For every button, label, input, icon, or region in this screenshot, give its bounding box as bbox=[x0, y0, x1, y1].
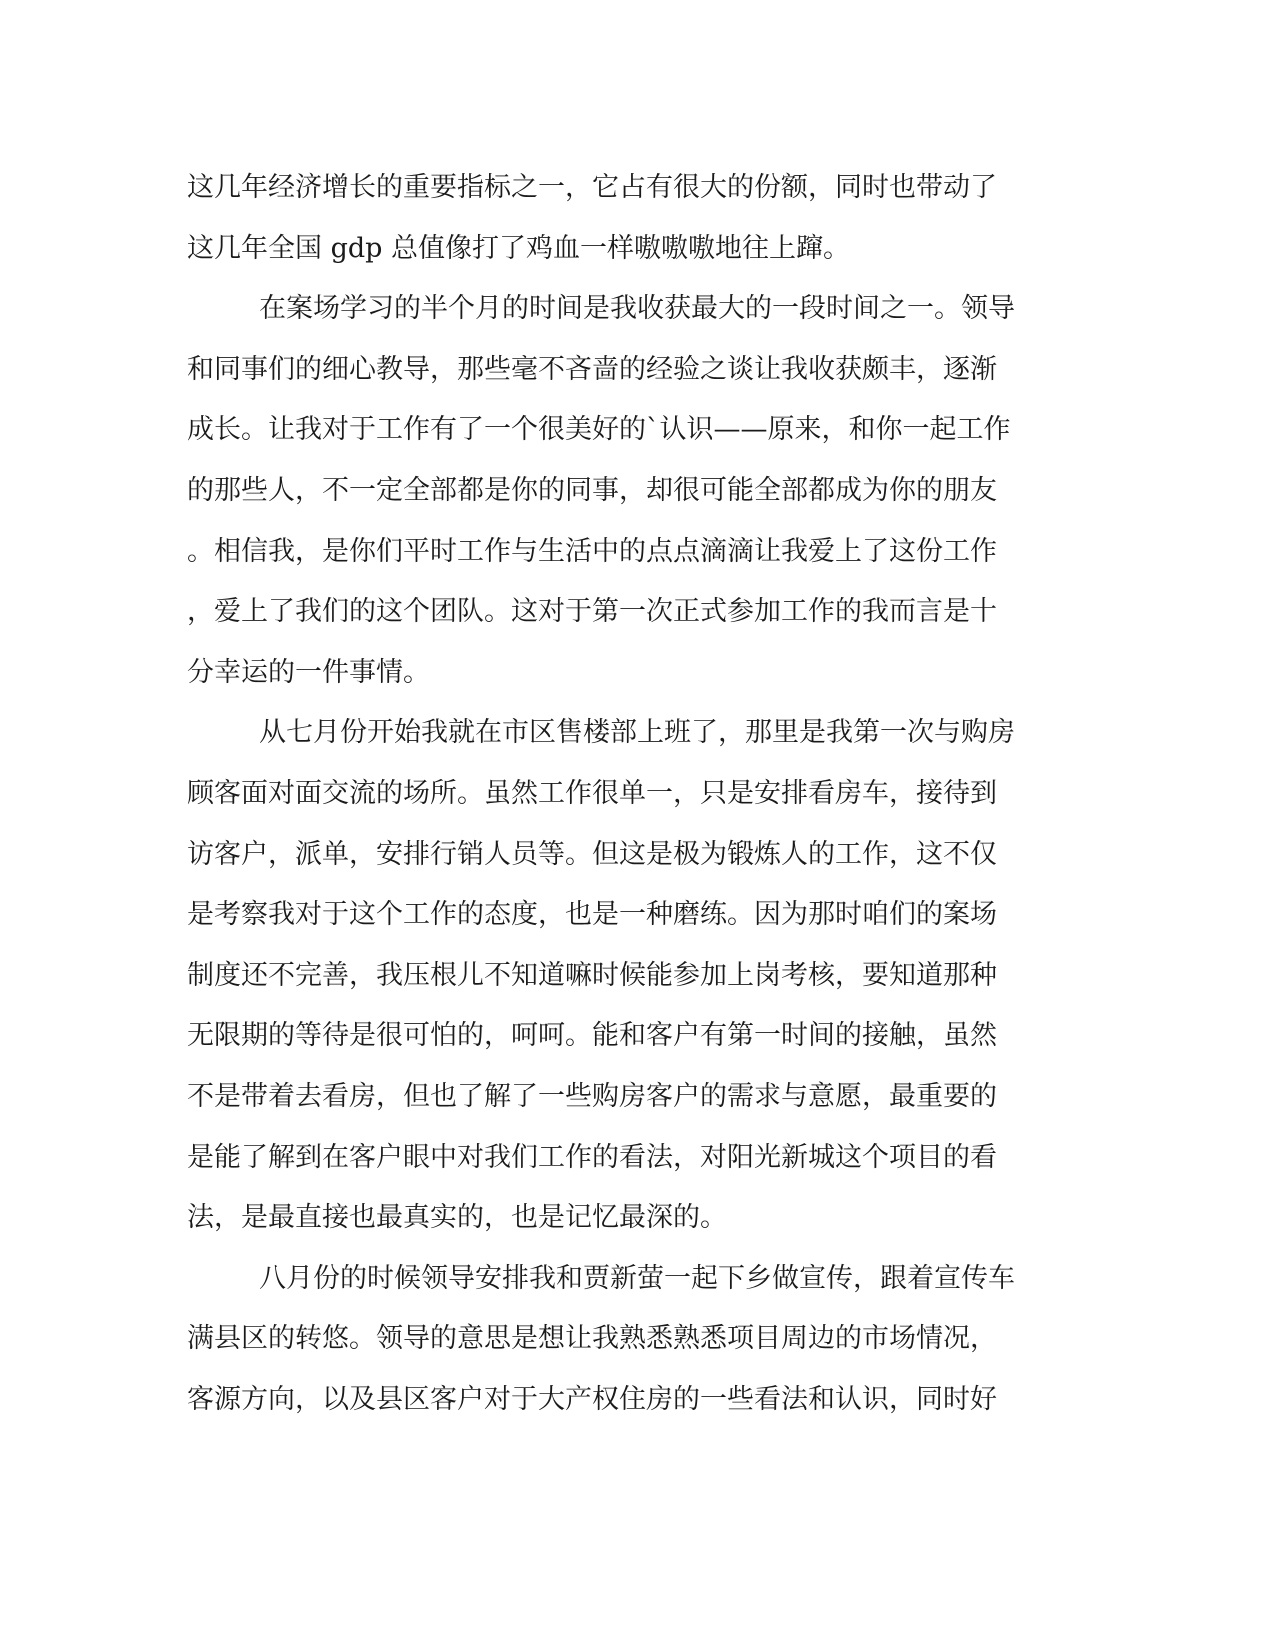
text-line: 法，是最直接也最真实的，也是记忆最深的。 bbox=[187, 1202, 727, 1234]
paragraph-2 bbox=[187, 279, 1087, 703]
text-line: 和同事们的细心教导，那些毫不吝啬的经验之谈让我收获颇丰，逐渐 bbox=[187, 353, 997, 385]
text-line: 在案场学习的半个月的时间是我收获最大的一段时间之一。领导 bbox=[259, 293, 1015, 325]
text-line: 满县区的转悠。领导的意思是想让我熟悉熟悉项目周边的市场情况， bbox=[187, 1323, 997, 1355]
paragraph-4 bbox=[187, 1249, 1087, 1431]
text-line: 是考察我对于这个工作的态度，也是一种磨练。因为那时咱们的案场 bbox=[187, 899, 997, 931]
text-line: 客源方向，以及县区客户对于大产权住房的一些看法和认识，同时好 bbox=[187, 1383, 997, 1415]
text-line: 八月份的时候领导安排我和贾新萤一起下乡做宣传，跟着宣传车 bbox=[259, 1262, 1015, 1294]
text-line: 不是带着去看房，但也了解了一些购房客户的需求与意愿，最重要的 bbox=[187, 1080, 997, 1112]
text-line: 无限期的等待是很可怕的，呵呵。能和客户有第一时间的接触，虽然 bbox=[187, 1020, 997, 1052]
text-line: 是能了解到在客户眼中对我们工作的看法，对阳光新城这个项目的看 bbox=[187, 1141, 997, 1173]
text-line: 访客户，派单，安排行销人员等。但这是极为锻炼人的工作，这不仅 bbox=[187, 838, 997, 870]
text-line: 从七月份开始我就在市区售楼部上班了，那里是我第一次与购房 bbox=[259, 717, 1015, 749]
document-body bbox=[187, 158, 1087, 1430]
text-line: 制度还不完善，我压根儿不知道嘛时候能参加上岗考核，要知道那种 bbox=[187, 959, 997, 991]
text-line: 顾客面对面交流的场所。虽然工作很单一，只是安排看房车，接待到 bbox=[187, 777, 997, 809]
text-line: 。相信我，是你们平时工作与生活中的点点滴滴让我爱上了这份工作 bbox=[187, 535, 997, 567]
paragraph-3 bbox=[187, 703, 1087, 1248]
text-line: 成长。让我对于工作有了一个很美好的`认识——原来，和你一起工作 bbox=[187, 414, 1011, 446]
paragraph-1 bbox=[187, 158, 1087, 279]
text-line: 这几年全国 gdp 总值像打了鸡血一样嗷嗷嗷地往上蹿。 bbox=[187, 232, 851, 264]
text-line: ，爱上了我们的这个团队。这对于第一次正式参加工作的我而言是十 bbox=[187, 596, 997, 628]
text-line: 分幸运的一件事情。 bbox=[187, 656, 430, 688]
text-line: 的那些人，不一定全部都是你的同事，却很可能全部都成为你的朋友 bbox=[187, 474, 997, 506]
text-line: 这几年经济增长的重要指标之一，它占有很大的份额，同时也带动了 bbox=[187, 172, 997, 203]
